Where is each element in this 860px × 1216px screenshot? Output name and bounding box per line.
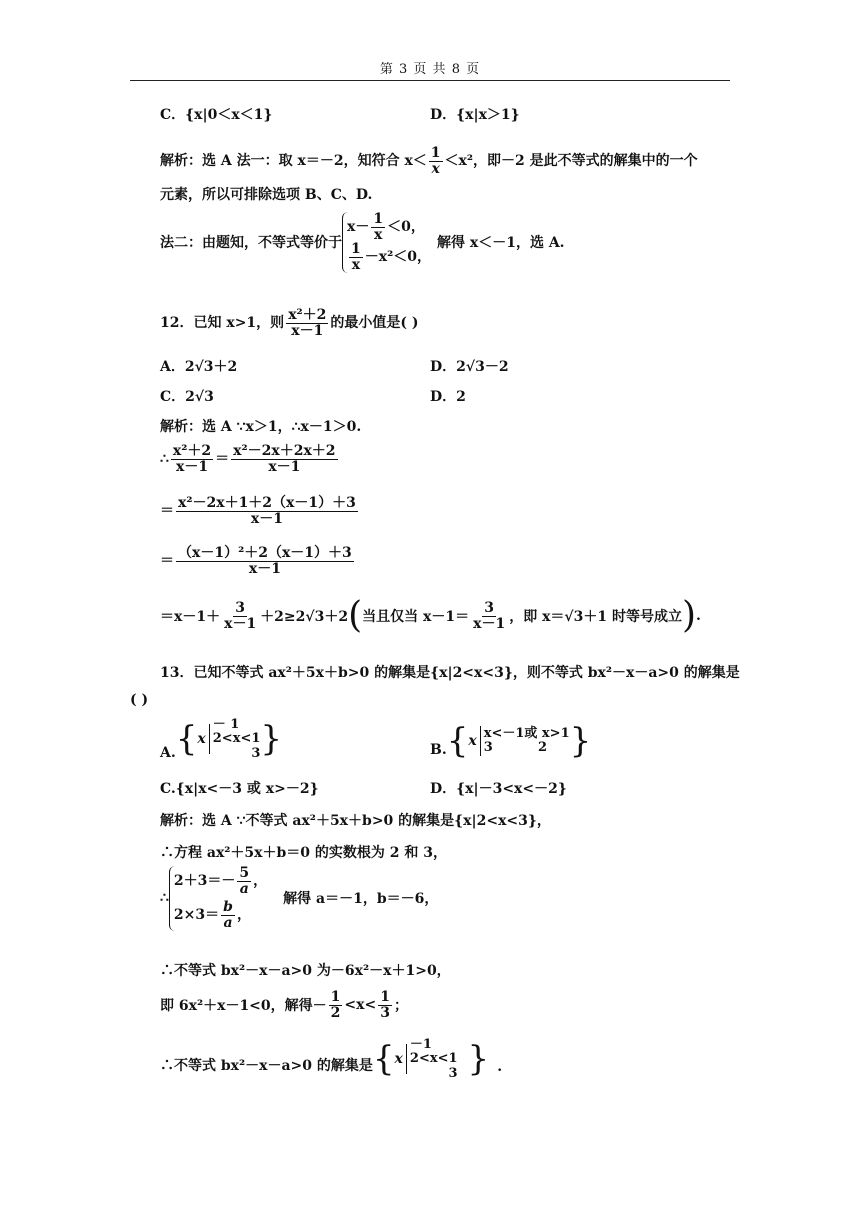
- q11-answer-line1: [160, 146, 698, 176]
- q12-step1: [160, 444, 340, 474]
- q13-answer: 解析：选 A ∵不等式 ax²＋5x＋b>0 的解集是{x|2<x<3}，: [160, 813, 551, 829]
- therefore-symbol: ∴: [160, 890, 169, 907]
- set-condition-denominator: 3: [251, 745, 261, 761]
- q12-stem: [160, 308, 419, 338]
- q11-method2-prefix: 法二：由题知，不等式等价于: [160, 235, 342, 252]
- q13-option-c: C.{x|x<－3 或 x>－2}: [160, 781, 319, 797]
- fraction-denominator: x－1: [473, 615, 506, 632]
- q11-option-c: C．{x|0＜x＜1}: [160, 107, 273, 123]
- q12-option-d1: D．2√3－2: [430, 359, 509, 375]
- set-condition-top: x<－1或 x>1: [483, 725, 570, 741]
- fraction-numerator: x²－2x＋1＋2（x－1）＋3: [178, 495, 356, 511]
- right-brace: }: [260, 719, 283, 760]
- system-solution: 解得 a＝－1，b＝－6，: [283, 891, 439, 908]
- page-header: 第 3 页 共 8 页: [379, 62, 481, 77]
- fraction-denominator: x: [351, 257, 361, 274]
- fraction-denominator: x－1: [175, 458, 209, 475]
- q13-option-d: D．{x|－3<x<－2}: [430, 781, 567, 797]
- equals-sign: ＝: [215, 451, 230, 468]
- option-label: B.: [430, 742, 447, 758]
- q11-method2-system: [342, 212, 431, 273]
- fraction-denominator: x: [431, 160, 440, 177]
- fraction-numerator: 1: [430, 145, 441, 161]
- fraction-denominator: a: [239, 880, 249, 897]
- fraction-numerator: 3: [484, 599, 495, 616]
- set-variable: x: [197, 731, 206, 748]
- q11-answer-fraction: [429, 146, 443, 176]
- set-condition-top: －1: [409, 1037, 432, 1052]
- q13-line6: [160, 1038, 502, 1081]
- fraction-denominator: 3: [380, 1004, 390, 1021]
- q13-answer-paren: ( ): [130, 692, 149, 708]
- q11-answer-prefix: 解析：选 A 法一：取 x＝－2，知符合 x＜: [160, 153, 427, 170]
- q12-answer: 解析：选 A ∵x＞1，∴x－1＞0.: [160, 419, 362, 435]
- system-row2-end: ，: [236, 907, 251, 924]
- fraction-numerator: （x－1）²＋2（x－1）＋3: [178, 545, 352, 561]
- step4-inequality: ＋2≥2√3＋2: [260, 609, 349, 625]
- right-brace: }: [467, 1039, 490, 1080]
- fraction-denominator: 2: [330, 1004, 341, 1021]
- line5-middle: <x<: [344, 997, 377, 1014]
- right-brace: }: [569, 721, 592, 761]
- fraction-denominator: x－1: [250, 510, 283, 527]
- q11-method2: [160, 212, 565, 273]
- set-condition-bottom: 2<x<1: [212, 731, 261, 747]
- q12-step2: [160, 496, 360, 526]
- q12-step3: [160, 546, 356, 576]
- system-row-1: [347, 212, 431, 242]
- set-condition-denominator: 3: [448, 1065, 458, 1081]
- fraction-numerator: b: [223, 899, 233, 916]
- q12-stem-prefix: 12．已知 x>1，则: [160, 315, 285, 332]
- system-row1-end: ，: [253, 873, 268, 890]
- option-label: A.: [160, 744, 176, 761]
- step4-lhs: ＝x－1＋: [160, 609, 221, 625]
- fraction-numerator: x²＋2: [172, 443, 212, 459]
- fraction-denominator: x－1: [224, 615, 257, 632]
- system-row1-rhs: ＜0，: [387, 219, 425, 236]
- system-row2-lhs: 2×3＝: [173, 907, 220, 924]
- set-bar: [480, 726, 481, 756]
- system-row-2: [174, 900, 267, 930]
- line5-prefix: 即 6x²＋x－1<0，解得－: [160, 998, 327, 1015]
- set-bar: [209, 724, 210, 754]
- period: .: [497, 1058, 503, 1075]
- fraction-denominator: x－1: [248, 560, 281, 577]
- therefore-symbol: ∴: [160, 451, 169, 468]
- left-brace: {: [446, 721, 469, 761]
- q13-option-a: [160, 718, 282, 761]
- fraction-denominator: x－1: [268, 458, 301, 475]
- q11-answer-line2: 元素，所以可排除选项 B、C、D.: [160, 187, 373, 203]
- q12-option-c: C．2√3: [160, 389, 214, 405]
- q13-line4: ∴不等式 bx²－x－a>0 为－6x²－x＋1>0，: [160, 963, 451, 979]
- left-brace: {: [175, 719, 198, 760]
- set-bar: [406, 1044, 407, 1074]
- set-variable: x: [468, 733, 477, 749]
- left-brace: {: [372, 1039, 395, 1080]
- system-row2-rhs: －x²＜0，: [364, 249, 431, 266]
- fraction-numerator: 1: [330, 989, 341, 1005]
- fraction-numerator: 1: [351, 241, 361, 258]
- fraction-denominator: x: [374, 226, 383, 243]
- set-condition-bottom: 2<x<1: [409, 1051, 458, 1067]
- q13-system: [160, 866, 438, 931]
- q13-line5: [160, 990, 408, 1020]
- set-condition-bottom: 3 2: [483, 740, 548, 755]
- equals-sign: ＝: [160, 553, 174, 570]
- line5-end: ；: [393, 998, 408, 1015]
- q11-method2-suffix: 解得 x＜－1，选 A.: [436, 235, 565, 252]
- line6-prefix: ∴不等式 bx²－x－a>0 的解集是: [160, 1057, 373, 1074]
- fraction-numerator: 5: [239, 865, 250, 881]
- set-notation: [373, 1038, 489, 1081]
- set-condition-top: － 1: [212, 717, 240, 732]
- equation-system: [169, 866, 267, 931]
- q11-option-d: D．{x|x＞1}: [430, 107, 520, 123]
- q12-option-d2: D．2: [430, 389, 466, 405]
- q13-stem: 13．已知不等式 ax²＋5x＋b>0 的解集是{x|2<x<3}，则不等式 bx²－x－a>0 的解集是: [160, 665, 740, 681]
- system-row-1: [174, 866, 267, 896]
- q13-option-b: [430, 721, 592, 761]
- period: .: [696, 608, 701, 624]
- set-notation: [446, 721, 592, 761]
- equality-condition-end: ，即 x＝√3＋1 时等号成立: [509, 609, 682, 625]
- right-paren: ): [681, 595, 697, 636]
- set-notation: [176, 718, 282, 761]
- q12-step4: [160, 595, 701, 636]
- header-rule: [130, 80, 730, 81]
- set-condition: [213, 718, 261, 761]
- q12-option-a: A．2√3＋2: [160, 359, 238, 375]
- system-row-2: [347, 242, 431, 272]
- left-paren: (: [348, 595, 363, 636]
- system-row1-lhs: x－: [347, 219, 370, 236]
- q13-line2: ∴方程 ax²＋5x＋b＝0 的实数根为 2 和 3，: [160, 845, 448, 861]
- fraction-numerator: x²＋2: [288, 307, 327, 323]
- q11-answer-suffix: ＜x²，即－2 是此不等式的解集中的一个: [444, 153, 698, 170]
- fraction-denominator: x－1: [291, 322, 324, 339]
- fraction-denominator: a: [223, 915, 233, 932]
- fraction-numerator: 1: [380, 989, 390, 1005]
- equality-condition: 当且仅当 x－1＝: [362, 609, 470, 625]
- set-variable: x: [394, 1051, 403, 1068]
- fraction-numerator: x²－2x＋2x＋2: [233, 443, 336, 459]
- fraction-numerator: 1: [373, 211, 384, 227]
- q12-stem-suffix: 的最小值是( ): [330, 315, 419, 332]
- equals-sign: ＝: [160, 503, 174, 520]
- system-row1-lhs: 2＋3＝－: [173, 873, 236, 890]
- fraction-numerator: 3: [235, 599, 246, 616]
- set-condition: [484, 727, 570, 756]
- set-condition: [410, 1038, 458, 1081]
